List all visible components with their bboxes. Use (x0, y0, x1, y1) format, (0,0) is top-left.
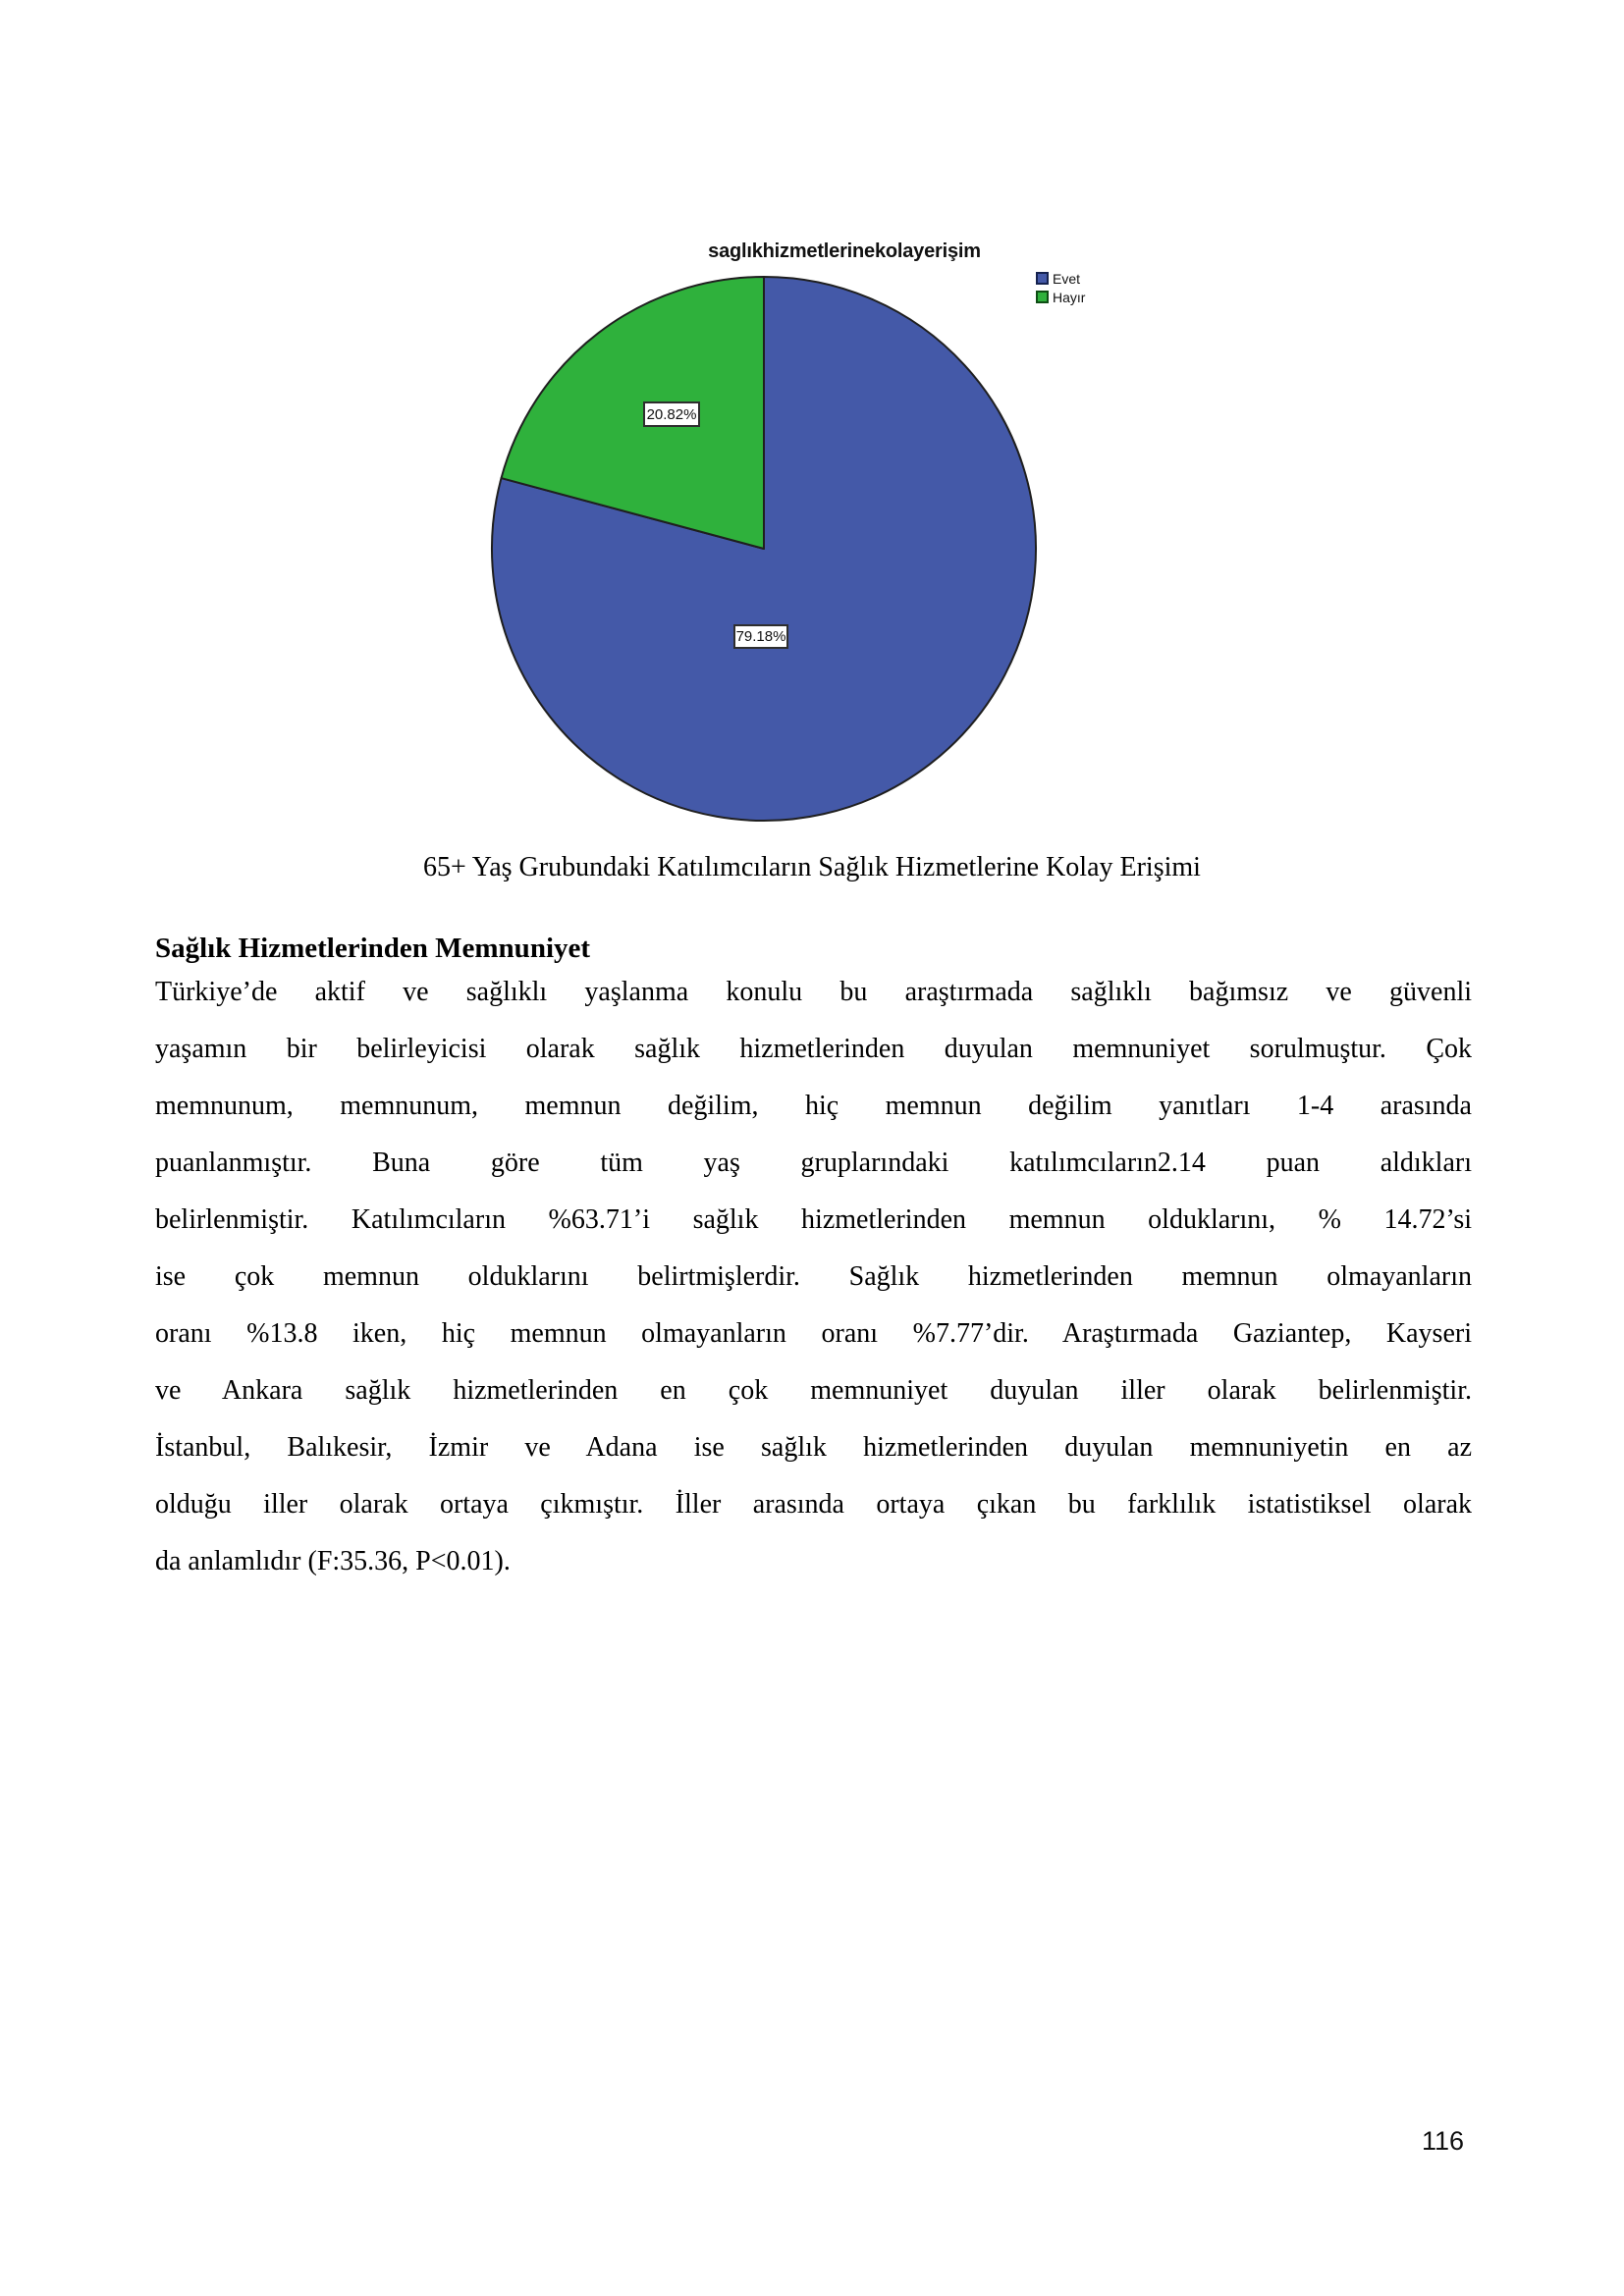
pie-chart-figure (432, 240, 1178, 844)
legend-item-evet (1036, 269, 1085, 288)
legend-label-hayir: Hayır (1053, 289, 1086, 305)
paragraph-line: memnunum, memnunum, memnun değilim, hiç memnun değilim yanıtları 1-4 arasında (155, 1091, 1472, 1121)
paragraph-line: olduğu iller olarak ortaya çıkmıştır. İller arasında ortaya çıkan bu farklılık istatistiksel olarak (155, 1489, 1472, 1520)
legend-label-evet: Evet (1053, 270, 1081, 287)
paragraph-line: puanlanmıştır. Buna göre tüm yaş gruplarındaki katılımcıların2.14 puan aldıkları (155, 1148, 1472, 1178)
paragraph-line: da anlamlıdır (F:35.36, P<0.01). (155, 1546, 511, 1576)
body-paragraph (155, 964, 1472, 1590)
legend-swatch-hayir (1036, 291, 1049, 303)
chart-legend (1036, 269, 1085, 306)
chart-title: saglıkhizmetlerinekolayerişim (708, 240, 981, 262)
paragraph-line: ve Ankara sağlık hizmetlerinden en çok memnuniyet duyulan iller olarak belirlenmiştir. (155, 1375, 1472, 1406)
legend-item-hayir (1036, 288, 1085, 306)
paragraph-line: ise çok memnun olduklarını belirtmişlerdir. Sağlık hizmetlerinden memnun olmayanların (155, 1261, 1472, 1292)
section-heading: Sağlık Hizmetlerinden Memnuniyet (155, 933, 591, 964)
page-number: 116 (1422, 2126, 1465, 2156)
figure-caption: 65+ Yaş Grubundaki Katılımcıların Sağlık Hizmetlerine Kolay Erişimi (423, 852, 1201, 882)
paragraph-line: İstanbul, Balıkesir, İzmir ve Adana ise sağlık hizmetlerinden duyulan memnuniyetin en az (155, 1432, 1472, 1463)
pie-chart (489, 274, 1039, 824)
paragraph-line: Türkiye’de aktif ve sağlıklı yaşlanma konulu bu araştırmada sağlıklı bağımsız ve güvenli (155, 977, 1472, 1007)
legend-swatch-evet (1036, 272, 1049, 285)
paragraph-line: belirlenmiştir. Katılımcıların %63.71’i sağlık hizmetlerinden memnun olduklarını, % 14.72’si (155, 1204, 1472, 1235)
paragraph-line: yaşamın bir belirleyicisi olarak sağlık hizmetlerinden duyulan memnuniyet sorulmuştur. Çok (155, 1034, 1472, 1064)
paragraph-line: oranı %13.8 iken, hiç memnun olmayanların oranı %7.77’dir. Araştırmada Gaziantep, Kayseri (155, 1318, 1472, 1349)
data-label-evet: 79.18% (733, 624, 788, 649)
data-label-hayir: 20.82% (643, 401, 700, 427)
